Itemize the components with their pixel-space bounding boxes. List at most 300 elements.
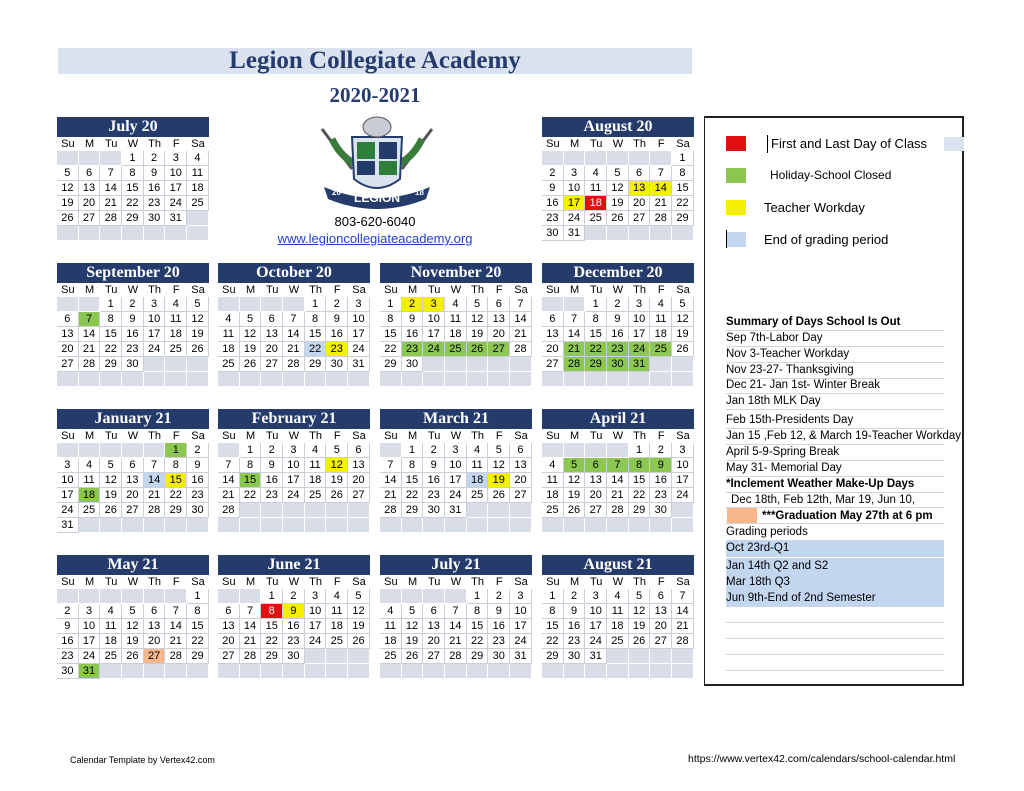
summary-row: May 31- Memorial Day [726,460,944,477]
calendar-day: 24 [445,488,467,503]
blank-row [726,622,944,639]
calendar-day: 1 [100,297,122,312]
calendar-day: 23 [402,342,424,357]
legend-header-cell [944,137,964,151]
calendar-day: 14 [510,312,532,327]
calendar-day: 15 [240,473,262,488]
calendar-day: 24 [510,634,532,649]
svg-text:LEGION: LEGION [353,191,401,205]
empty-day-cell [144,664,166,679]
empty-day-cell [607,443,629,458]
calendar-day: 15 [122,181,144,196]
calendar-day: 31 [445,503,467,518]
calendar-day: 21 [79,342,101,357]
calendar-day: 26 [240,357,262,372]
calendar-day: 21 [165,634,187,649]
weekday-label: Tu [590,576,603,588]
calendar-day: 30 [650,503,672,518]
calendar-day: 2 [650,443,672,458]
empty-day-cell [423,664,445,679]
weekday-label: Tu [105,576,118,588]
calendar-day: 24 [283,488,305,503]
calendar-day: 9 [261,458,283,473]
weekday-label: Tu [105,138,118,150]
calendar-day: 26 [607,211,629,226]
calendar-day: 6 [261,312,283,327]
empty-day-cell [144,443,166,458]
calendar-day: 30 [326,357,348,372]
calendar-day: 20 [423,634,445,649]
calendar-day: 5 [240,312,262,327]
calendar-day: 4 [326,589,348,604]
calendar-day: 9 [488,604,510,619]
legend-first-last: First and Last Day of Class [771,136,928,151]
calendar-day: 25 [650,342,672,357]
calendar-day: 19 [122,634,144,649]
calendar-day: 6 [629,166,651,181]
calendar-day: 31 [165,211,187,226]
calendar-day: 15 [542,619,564,634]
calendar-day: 27 [79,211,101,226]
calendar-day: 3 [348,297,370,312]
calendar-day: 1 [542,589,564,604]
empty-day-cell [542,151,564,166]
empty-day-cell [564,372,586,387]
calendar-day: 9 [423,458,445,473]
calendar-day: 28 [283,357,305,372]
month-calendar [57,555,209,679]
legend-red-swatch [726,136,746,151]
calendar-day: 29 [122,211,144,226]
empty-day-cell [467,518,489,533]
calendar-day: 30 [283,649,305,664]
empty-day-cell [100,589,122,604]
empty-day-cell [585,443,607,458]
calendar-day: 21 [607,488,629,503]
calendar-day: 3 [423,297,445,312]
empty-day-cell [240,518,262,533]
school-website-link[interactable]: www.legioncollegiateacademy.org [277,231,473,246]
calendar-day: 4 [650,297,672,312]
calendar-day: 5 [629,589,651,604]
empty-day-cell [629,518,651,533]
calendar-day: 22 [100,342,122,357]
empty-day-cell [122,589,144,604]
calendar-day: 9 [326,312,348,327]
summary-row: Feb 15th-Presidents Day [726,412,944,429]
empty-day-cell [79,372,101,387]
weekday-label: Su [222,430,236,442]
calendar-day: 26 [122,649,144,664]
calendar-day: 1 [187,589,209,604]
empty-day-cell [240,372,262,387]
calendar-day: 3 [672,443,694,458]
calendar-day: 18 [380,634,402,649]
calendar-day: 14 [564,327,586,342]
calendar-day: 17 [305,619,327,634]
calendar-day: 4 [467,443,489,458]
calendar-day: 1 [585,297,607,312]
calendar-day: 30 [57,664,79,679]
calendar-day: 20 [79,196,101,211]
empty-day-cell [218,372,240,387]
calendar-day: 4 [380,604,402,619]
calendar-day: 7 [564,312,586,327]
weekday-label: Sa [676,430,690,442]
weekday-label: Sa [514,576,528,588]
calendar-day: 4 [607,589,629,604]
empty-day-cell [187,211,209,226]
calendar-day: 21 [445,634,467,649]
weekday-label: Th [148,576,162,588]
calendar-day: 16 [187,473,209,488]
calendar-day: 9 [57,619,79,634]
summary-row: April 5-9-Spring Break [726,444,944,461]
weekday-label: M [84,284,95,296]
empty-day-cell [218,589,240,604]
calendar-day: 25 [585,211,607,226]
empty-day-cell [100,664,122,679]
empty-day-cell [402,518,424,533]
month-calendar [218,263,370,387]
legend-holiday: Holiday-School Closed [770,168,892,182]
weekday-label: Su [546,430,560,442]
weekday-label: M [245,576,256,588]
weekday-label: W [612,138,624,150]
summary-row: Jan 15 ,Feb 12, & March 19-Teacher Workday [726,428,944,445]
empty-day-cell [283,297,305,312]
empty-day-cell [564,151,586,166]
calendar-day: 21 [510,327,532,342]
calendar-day: 6 [218,604,240,619]
empty-day-cell [122,664,144,679]
weekday-label: W [450,430,462,442]
calendar-day: 19 [240,342,262,357]
weekday-label: Tu [590,138,603,150]
calendar-day: 25 [607,634,629,649]
empty-day-cell [607,226,629,241]
calendar-day: 16 [122,327,144,342]
calendar-day: 22 [672,196,694,211]
empty-day-cell [144,589,166,604]
calendar-day: 25 [100,649,122,664]
month-title: July 21 [380,555,532,575]
calendar-day: 13 [423,619,445,634]
calendar-day: 13 [629,181,651,196]
calendar-day: 7 [165,604,187,619]
calendar-day: 2 [187,443,209,458]
empty-day-cell [348,518,370,533]
calendar-day: 25 [218,357,240,372]
weekday-label: Su [222,576,236,588]
weekday-label: Su [61,138,75,150]
empty-day-cell [607,664,629,679]
footer-credit: Calendar Template by Vertex42.com [70,755,215,765]
empty-day-cell [488,357,510,372]
calendar-day: 14 [380,473,402,488]
empty-day-cell [672,357,694,372]
calendar-day: 10 [585,604,607,619]
month-title: April 21 [542,409,694,429]
calendar-day: 11 [187,166,209,181]
legend-blue-swatch [726,232,746,247]
calendar-day: 19 [402,634,424,649]
empty-day-cell [542,518,564,533]
calendar-day: 25 [380,649,402,664]
empty-day-cell [488,503,510,518]
calendar-day: 20 [261,342,283,357]
calendar-day: 5 [100,458,122,473]
calendar-day: 29 [672,211,694,226]
calendar-day: 8 [165,458,187,473]
calendar-day: 9 [650,458,672,473]
calendar-day: 2 [564,589,586,604]
empty-day-cell [326,503,348,518]
empty-day-cell [165,589,187,604]
calendar-day: 30 [187,503,209,518]
calendar-day: 6 [144,604,166,619]
calendar-day: 10 [672,458,694,473]
calendar-day: 5 [488,443,510,458]
grading-row: Oct 23rd-Q1 [726,540,944,557]
grading-row: Jun 9th-End of 2nd Semester [726,590,944,607]
calendar-day: 29 [187,649,209,664]
calendar-day: 24 [165,196,187,211]
calendar-day: 10 [57,473,79,488]
calendar-day: 29 [380,357,402,372]
calendar-day: 8 [187,604,209,619]
calendar-day: 14 [165,619,187,634]
calendar-day: 31 [585,649,607,664]
calendar-day: 25 [445,342,467,357]
calendar-day: 14 [100,181,122,196]
calendar-day: 18 [100,634,122,649]
weekday-label: F [657,284,665,296]
calendar-day: 12 [564,473,586,488]
weekday-label: W [612,576,624,588]
weekday-label: F [333,284,341,296]
calendar-day: 10 [564,181,586,196]
calendar-day: 10 [348,312,370,327]
calendar-day: 23 [326,342,348,357]
calendar-day: 11 [445,312,467,327]
calendar-day: 28 [100,211,122,226]
calendar-day: 23 [423,488,445,503]
calendar-day: 22 [585,342,607,357]
calendar-day: 3 [79,604,101,619]
calendar-day: 28 [564,357,586,372]
summary-row: Nov 23-27- Thanksgiving [726,362,944,379]
inclement-days: Dec 18th, Feb 12th, Mar 19, Jun 10, [726,492,944,508]
empty-day-cell [240,503,262,518]
calendar-day: 13 [488,312,510,327]
calendar-day: 5 [57,166,79,181]
calendar-day: 8 [380,312,402,327]
calendar-day: 7 [240,604,262,619]
month-calendar [380,263,532,387]
calendar-day: 27 [144,649,166,664]
month-calendar [542,409,694,533]
calendar-day: 19 [629,619,651,634]
weekday-label: Sa [352,430,366,442]
calendar-day: 4 [218,312,240,327]
empty-day-cell [165,664,187,679]
calendar-day: 9 [187,458,209,473]
calendar-day: 31 [348,357,370,372]
empty-day-cell [240,297,262,312]
empty-day-cell [283,503,305,518]
calendar-day: 13 [57,327,79,342]
calendar-day: 26 [348,634,370,649]
weekday-label: W [288,576,300,588]
weekday-label: Su [384,576,398,588]
calendar-day: 28 [510,342,532,357]
weekday-label: M [407,430,418,442]
calendar-day: 4 [79,458,101,473]
calendar-day: 27 [629,211,651,226]
calendar-day: 25 [542,503,564,518]
calendar-day: 13 [348,458,370,473]
calendar-day: 11 [165,312,187,327]
calendar-day: 21 [564,342,586,357]
calendar-day: 3 [564,166,586,181]
calendar-day: 22 [380,342,402,357]
calendar-day: 29 [542,649,564,664]
empty-day-cell [467,372,489,387]
empty-day-cell [510,664,532,679]
calendar-day: 6 [488,297,510,312]
calendar-day: 6 [585,458,607,473]
empty-day-cell [423,357,445,372]
calendar-day: 12 [57,181,79,196]
weekday-label: Sa [514,430,528,442]
empty-day-cell [585,372,607,387]
calendar-day: 3 [629,297,651,312]
calendar-day: 24 [57,503,79,518]
calendar-day: 8 [467,604,489,619]
empty-day-cell [510,518,532,533]
weekday-label: W [612,284,624,296]
empty-day-cell [187,372,209,387]
calendar-day: 4 [165,297,187,312]
empty-day-cell [672,518,694,533]
empty-day-cell [218,297,240,312]
weekday-label: Su [384,430,398,442]
month-calendar [380,409,532,533]
calendar-day: 7 [672,589,694,604]
empty-day-cell [402,664,424,679]
calendar-day: 30 [122,357,144,372]
calendar-day: 26 [467,342,489,357]
weekday-label: Tu [428,284,441,296]
weekday-label: F [172,430,180,442]
empty-day-cell [326,518,348,533]
calendar-day: 9 [542,181,564,196]
calendar-day: 10 [510,604,532,619]
calendar-day: 20 [510,473,532,488]
empty-day-cell [348,664,370,679]
calendar-day: 18 [79,488,101,503]
calendar-day: 13 [79,181,101,196]
grading-row: Mar 18th Q3 [726,574,944,591]
calendar-day: 20 [348,473,370,488]
empty-day-cell [423,372,445,387]
calendar-day: 14 [607,473,629,488]
calendar-day: 27 [261,357,283,372]
calendar-day: 22 [261,634,283,649]
empty-day-cell [672,372,694,387]
calendar-day: 25 [467,488,489,503]
weekday-label: F [333,576,341,588]
calendar-day: 23 [144,196,166,211]
footer-url[interactable]: https://www.vertex42.com/calendars/school-calendar.html [688,753,956,765]
calendar-day: 5 [672,297,694,312]
calendar-day: 1 [629,443,651,458]
calendar-day: 19 [564,488,586,503]
weekday-label: Th [471,576,485,588]
calendar-day: 23 [488,634,510,649]
weekday-label: F [495,284,503,296]
calendar-day: 25 [326,634,348,649]
weekday-label: Tu [105,284,118,296]
calendar-day: 19 [100,488,122,503]
weekday-label: Th [309,284,323,296]
empty-day-cell [165,518,187,533]
empty-day-cell [542,443,564,458]
calendar-day: 24 [305,634,327,649]
empty-day-cell [672,503,694,518]
calendar-day: 8 [305,312,327,327]
empty-day-cell [240,589,262,604]
calendar-day: 3 [57,458,79,473]
month-calendar [380,555,532,679]
weekday-label: M [245,430,256,442]
calendar-day: 7 [510,297,532,312]
calendar-day: 21 [218,488,240,503]
weekday-label: Th [633,138,647,150]
calendar-day: 15 [100,327,122,342]
calendar-day: 10 [445,458,467,473]
empty-day-cell [187,357,209,372]
empty-day-cell [650,649,672,664]
calendar-day: 30 [564,649,586,664]
calendar-day: 17 [564,196,586,211]
empty-day-cell [650,664,672,679]
calendar-day: 8 [261,604,283,619]
empty-day-cell [607,649,629,664]
weekday-label: F [657,138,665,150]
month-calendar [218,409,370,533]
weekday-label: Tu [590,284,603,296]
weekday-label: W [127,430,139,442]
calendar-day: 14 [79,327,101,342]
calendar-day: 23 [607,342,629,357]
month-title: February 21 [218,409,370,429]
grading-title: Grading periods [726,524,944,541]
calendar-day: 27 [488,342,510,357]
weekday-label: F [657,430,665,442]
calendar-day: 17 [79,634,101,649]
weekday-label: Th [471,430,485,442]
empty-day-cell [629,649,651,664]
empty-day-cell [283,664,305,679]
calendar-day: 22 [165,488,187,503]
empty-day-cell [629,151,651,166]
empty-day-cell [100,518,122,533]
calendar-day: 7 [100,166,122,181]
weekday-label: W [127,138,139,150]
month-title: June 21 [218,555,370,575]
